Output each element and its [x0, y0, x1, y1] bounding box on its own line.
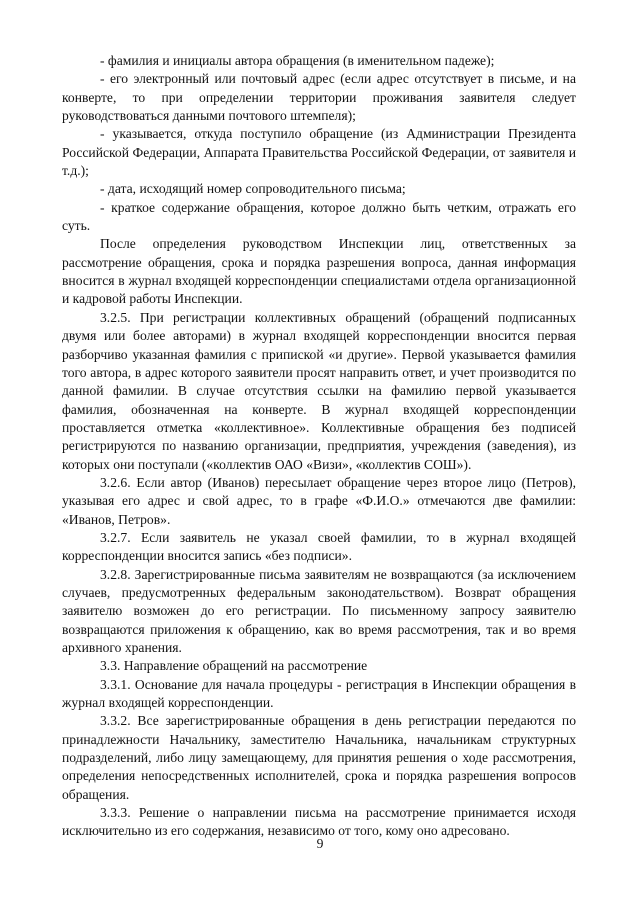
document-body [62, 52, 576, 841]
paragraph-3-2-6: 3.2.6. Если автор (Иванов) пересылает обращение через второе лицо (Петров), указывая его адрес и свой адрес, то в графе «Ф.И.О.» отмечаются две фамилии: «Иванов, Петров». [62, 474, 576, 527]
page-number: 9 [316, 836, 324, 851]
paragraph-date-number: - дата, исходящий номер сопроводительного письма; [100, 181, 406, 197]
paragraph-3-3-1: 3.3.1. Основание для начала процедуры - регистрация в Инспекции обращения в журнал входящей корреспонденции. [62, 676, 576, 711]
paragraph-3-2-5: 3.2.5. При регистрации коллективных обращений (обращений подписанных двумя или более авторами) в журнал входящей корреспонденции вносится первая разборчиво указанная фамилия с припиской «и другие». Первой указывается фамилия того автора, в адрес которого заявители просят направить ответ, и учет производится по данной фамилии. В случае отсутствия ссылки на фамилию первой указывается фамилия, обозначенная на конверте. В журнал входящей корреспонденции проставляется отметка «коллективное». Коллективные обращения без подписей регистрируются по названию организации, предприятия, учреждения (заведения), из которых они поступали («коллектив ОАО «Визи», «коллектив СОШ»). [62, 309, 576, 472]
section-heading-3-3: 3.3. Направление обращений на рассмотрение [100, 658, 368, 674]
paragraph-source: - указывается, откуда поступило обращение (из Администрации Президента Российской Федерации, Аппарата Правительства Российской Федерации, от заявителя и т.д.); [62, 126, 576, 179]
paragraph-3-2-8: 3.2.8. Зарегистрированные письма заявителям не возвращаются (за исключением случаев, предусмотренных федеральным законодательством). Возврат обращения заявителю возможен до его регистрации. По письменному запросу заявителю возвращаются приложения к обращению, как во время рассмотрения, так и во время архивного хранения. [62, 566, 576, 655]
paragraph-3-3-2: 3.3.2. Все зарегистрированные обращения в день регистрации передаются по принадлежности Начальнику, заместителю Начальника, начальникам структурных подразделений, либо лицу замещающему, для принятия решения о ходе рассмотрения, определения непосредственных исполнителей, срока и порядка разрешения вопросов обращения. [62, 713, 576, 802]
paragraph-3-2-7: 3.2.7. Если заявитель не указал своей фамилии, то в журнал входящей корреспонденции вносится запись «без подписи». [62, 529, 576, 564]
paragraph-author-name: - фамилия и инициалы автора обращения (в именительном падеже); [100, 53, 495, 68]
paragraph-address: - его электронный или почтовый адрес (если адрес отсутствует в письме, и на конверте, то при определении территории проживания заявителя следует руководствоваться данными почтового штемпеля); [62, 71, 576, 124]
paragraph-summary: - краткое содержание обращения, которое должно быть четким, отражать его суть. [62, 199, 576, 234]
paragraph-3-3-3: 3.3.3. Решение о направлении письма на рассмотрение принимается исходя исключительно из его содержания, независимо от того, кому оно адресовано. [62, 805, 576, 839]
paragraph-after-assignment: После определения руководством Инспекции лиц, ответственных за рассмотрение обращения, срока и порядка разрешения вопроса, данная информация вносится в журнал входящей корреспонденции специалистами отдела организационной и кадровой работы Инспекции. [62, 236, 576, 307]
